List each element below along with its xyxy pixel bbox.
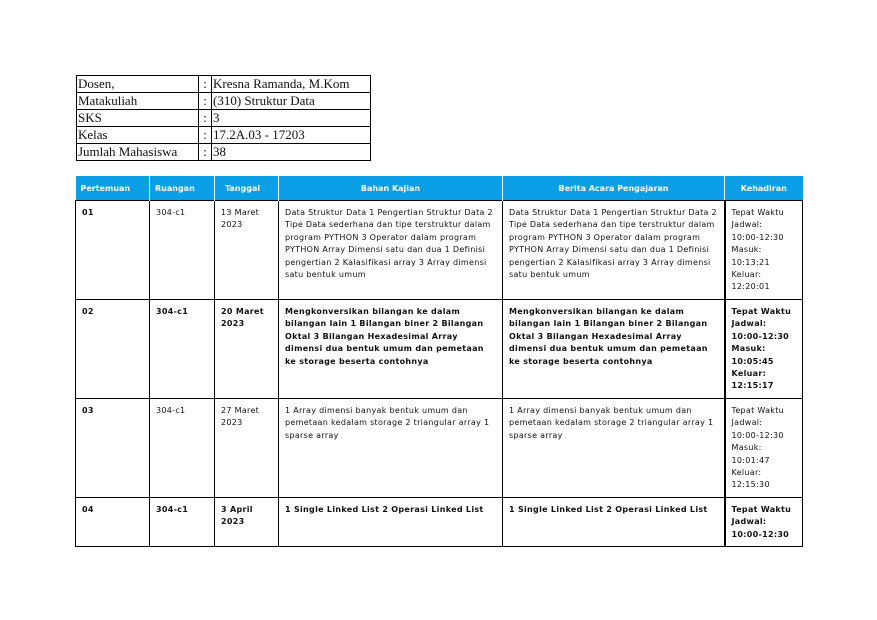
cell-bahan-kajian: 1 Single Linked List 2 Operasi Linked List bbox=[279, 498, 503, 547]
table-row bbox=[76, 498, 803, 547]
info-label: Jumlah Mahasiswa bbox=[77, 144, 199, 161]
info-separator: : bbox=[199, 127, 212, 144]
cell-tanggal: 27 Maret 2023 bbox=[215, 399, 279, 498]
cell-tanggal: 3 April 2023 bbox=[215, 498, 279, 547]
cell-ruangan: 304-c1 bbox=[150, 201, 215, 300]
header-berita-acara: Berita Acara Pengajaran bbox=[503, 176, 725, 201]
info-row-dosen bbox=[77, 76, 371, 93]
header-kehadiran: Kehadiran bbox=[725, 176, 803, 201]
cell-pertemuan: 01 bbox=[76, 201, 150, 300]
cell-kehadiran bbox=[725, 498, 803, 547]
kehadiran-masuk-value: 10:01:47 bbox=[731, 455, 770, 465]
info-separator: : bbox=[199, 93, 212, 110]
cell-bahan-kajian: Mengkonversikan bilangan ke dalam bilangan lain 1 Bilangan biner 2 Bilangan Oktal 3 Bilangan Hexadesimal Array dimensi dua bentuk umum dan pemetaan ke storage beserta contohnya bbox=[279, 300, 503, 399]
info-value: 3 bbox=[212, 110, 371, 127]
cell-bahan-kajian: 1 Array dimensi banyak bentuk umum dan pemetaan kedalam storage 2 triangular array 1 sparse array bbox=[279, 399, 503, 498]
kehadiran-jadwal-label: Jadwal: bbox=[731, 220, 763, 230]
info-separator: : bbox=[199, 144, 212, 161]
info-separator: : bbox=[199, 76, 212, 93]
info-row-jumlah-mahasiswa bbox=[77, 144, 371, 161]
cell-tanggal: 13 Maret 2023 bbox=[215, 201, 279, 300]
info-row-matakuliah bbox=[77, 93, 371, 110]
kehadiran-status: Tepat Waktu bbox=[731, 406, 785, 415]
kehadiran-keluar-value: 12:15:17 bbox=[731, 381, 774, 391]
cell-kehadiran bbox=[725, 399, 803, 498]
cell-ruangan: 304-c1 bbox=[150, 498, 215, 547]
kehadiran-status: Tepat Waktu bbox=[731, 307, 792, 316]
cell-pertemuan: 03 bbox=[76, 399, 150, 498]
kehadiran-keluar-value: 12:20:01 bbox=[731, 282, 770, 292]
course-info-table bbox=[76, 75, 371, 161]
kehadiran-keluar-label: Keluar: bbox=[731, 369, 767, 379]
kehadiran-jadwal-value: 10:00-12:30 bbox=[731, 529, 790, 539]
table-row bbox=[76, 300, 803, 399]
table-header-row bbox=[76, 176, 803, 201]
cell-kehadiran bbox=[725, 300, 803, 399]
table-row bbox=[76, 399, 803, 498]
kehadiran-keluar-label: Keluar: bbox=[731, 270, 762, 280]
kehadiran-jadwal-label: Jadwal: bbox=[731, 418, 763, 428]
info-value: Kresna Ramanda, M.Kom bbox=[212, 76, 371, 93]
cell-berita-acara: Mengkonversikan bilangan ke dalam bilangan lain 1 Bilangan biner 2 Bilangan Oktal 3 Bilangan Hexadesimal Array dimensi dua bentuk umum dan pemetaan ke storage beserta contohnya bbox=[503, 300, 725, 399]
cell-berita-acara: 1 Single Linked List 2 Operasi Linked List bbox=[503, 498, 725, 547]
cell-pertemuan: 04 bbox=[76, 498, 150, 547]
cell-berita-acara: 1 Array dimensi banyak bentuk umum dan pemetaan kedalam storage 2 triangular array 1 sparse array bbox=[503, 399, 725, 498]
info-value: 17.2A.03 - 17203 bbox=[212, 127, 371, 144]
info-row-kelas bbox=[77, 127, 371, 144]
table-row bbox=[76, 201, 803, 300]
info-separator: : bbox=[199, 110, 212, 127]
cell-ruangan: 304-c1 bbox=[150, 300, 215, 399]
header-pertemuan: Pertemuan bbox=[76, 176, 150, 201]
info-label: Matakuliah bbox=[77, 93, 199, 110]
kehadiran-masuk-label: Masuk: bbox=[731, 245, 762, 255]
cell-kehadiran bbox=[725, 201, 803, 300]
cell-bahan-kajian: Data Struktur Data 1 Pengertian Struktur Data 2 Tipe Data sederhana dan tipe terstruktur dalam program PYTHON 3 Operator dalam program PYTHON Array Dimensi satu dan dua 1 Definisi pengertian 2 Kalasifikasi array 3 Array dimensi satu bentuk umum bbox=[279, 201, 503, 300]
kehadiran-status: Tepat Waktu bbox=[731, 505, 792, 514]
kehadiran-jadwal-label: Jadwal: bbox=[731, 319, 767, 329]
kehadiran-masuk-value: 10:13:21 bbox=[731, 257, 770, 267]
kehadiran-masuk-value: 10:05:45 bbox=[731, 356, 774, 366]
kehadiran-jadwal-value: 10:00-12:30 bbox=[731, 430, 784, 440]
info-label: Kelas bbox=[77, 127, 199, 144]
info-value: (310) Struktur Data bbox=[212, 93, 371, 110]
attendance-table bbox=[75, 176, 803, 547]
header-bahan-kajian: Bahan Kajian bbox=[279, 176, 503, 201]
info-label: SKS bbox=[77, 110, 199, 127]
kehadiran-jadwal-value: 10:00-12:30 bbox=[731, 331, 790, 341]
header-ruangan: Ruangan bbox=[150, 176, 215, 201]
kehadiran-keluar-label: Keluar: bbox=[731, 468, 762, 478]
kehadiran-masuk-label: Masuk: bbox=[731, 344, 766, 354]
cell-ruangan: 304-c1 bbox=[150, 399, 215, 498]
cell-pertemuan: 02 bbox=[76, 300, 150, 399]
cell-tanggal: 20 Maret 2023 bbox=[215, 300, 279, 399]
info-value: 38 bbox=[212, 144, 371, 161]
kehadiran-masuk-label: Masuk: bbox=[731, 443, 762, 453]
header-tanggal: Tanggal bbox=[215, 176, 279, 201]
kehadiran-jadwal-label: Jadwal: bbox=[731, 517, 767, 527]
info-label: Dosen, bbox=[77, 76, 199, 93]
cell-berita-acara: Data Struktur Data 1 Pengertian Struktur Data 2 Tipe Data sederhana dan tipe terstruktur dalam program PYTHON 3 Operator dalam program PYTHON Array Dimensi satu dan dua 1 Definisi pengertian 2 Kalasifikasi array 3 Array dimensi satu bentuk umum bbox=[503, 201, 725, 300]
kehadiran-status: Tepat Waktu bbox=[731, 208, 785, 217]
kehadiran-jadwal-value: 10:00-12:30 bbox=[731, 232, 784, 242]
info-row-sks bbox=[77, 110, 371, 127]
kehadiran-keluar-value: 12:15:30 bbox=[731, 480, 770, 490]
